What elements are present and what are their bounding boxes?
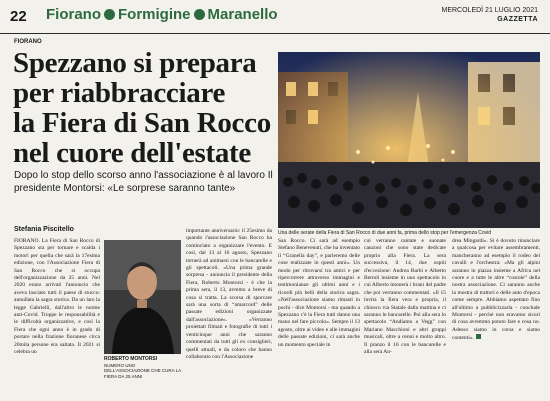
section-maranello: Maranello: [207, 6, 278, 23]
page-header: [0, 0, 550, 34]
article-text: [452, 238, 540, 343]
end-mark-icon: [476, 334, 481, 339]
page-number: 22: [10, 8, 27, 25]
fair-photo: [278, 52, 540, 228]
section-formigine: Formigine: [118, 6, 191, 23]
subhead: Dopo lo stop dello scorso anno l'associazione è al lavoro Il presidente Montorsi: «Le sorprese saranno tante»: [14, 170, 273, 194]
issue-date: MERCOLEDÌ 21 LUGLIO 2021: [441, 7, 538, 14]
portrait-role: NUMERO UNO DELL'ASSOCIAZIONE CHE CURA LA FIERA DA 25 ANNI: [104, 362, 181, 379]
portrait-caption: [104, 357, 182, 379]
article-text: cui verranno cantate e suonate canzoni che sono state dedicate proprio alla Fiera. La sera successiva, il 14, due ospiti d'eccezione: Andrea Barbi e Alberto Bertoli insieme in uno spettacolo in cui Alberto intonerà i brani del padre che poi verranno commentati. «Il 15 invita la fiera vera e propria, il chiosco via Statale dalla mattina e ci saranno le bancarelle. Poi alla sera lo spettacolo “Andiamo a Vegg” con Mariano Macchioni e altri gruppi musicali, oltre a cenni e molto altro. Il pranzo il 16 con le bancarelle e alla sera An-: [364, 238, 446, 356]
dot-icon: [104, 9, 115, 20]
article-column: [14, 238, 100, 357]
paper-name: GAZZETTA: [497, 16, 538, 23]
dot-icon: [194, 9, 205, 20]
headline-line: nel cuore dell'estate: [13, 137, 251, 169]
headline-line: Spezzano si prepara: [13, 47, 257, 79]
article-text-end: drea Mingardi». Si è dovuto rinunciare a qualcosa per evitare assembramenti, mancheranno ad esempio il rodeo del cavalli e l'orchestra: «Ma gli alpini saranno in piazza insieme a Africa nel cuore e a tutte le altre “costole” della nostra associazione. Ci saranno anche la mostra di trattori e delle auto d'epoca come sempre. Abbiamo aspettato fino all'ultimo a pubblicizzarla - conclude Montorsi - perché non eravamo sicuri di cosa avremmo potuto fare e cosa no. Adesso siamo in corsa e siamo contenti».: [452, 238, 540, 342]
article-column: [452, 238, 540, 343]
dateline: [442, 6, 539, 24]
article-column: [364, 238, 446, 357]
article-text: importante anniversario: il 25esimo da quando l'associazione San Rocco ha cominciato a organizzare l'evento. E così, dal 13 al 16 agosto, Spezzano tornerà ad animarsi con le bancarelle e gli spettacoli. «Una prima grande sorpresa - annuncia il presidente della Fiera, Roberto Montorsi - è che la prima sera, il 13, avremo a breve di cosa si tratta. La scorsa di sporcare sarà una sorta di “amarcord” delle passate edizioni organizzate dall'associazione». «Verranno proiettati filmati e fotografie di tutti i venticinque anni che saranno commentati da tutti gli ex consiglieri, quelli attuali, e da coloro che hanno collaborato con l'Associazione: [186, 228, 272, 360]
article-text: San Rocco. Ci sarà ad esempio Stefano Benevenuti, che ha inventato il “Granella day”, e parleremo delle cose realizzate in questi anni». Un modo per ritrovarsi tra amici e per ripercorrere attraverso immagini e testimonianze gli ultimi anni e i ricordi più belli della storica sagra. «Nell'associazione siamo rimasti in pochi - dice Montorsi - ma quando a Spezzano c'è la Fiera tutti danno una mano nel fare piccolo». Sempre il 13 agosto, oltre ai video e alle immagini delle passate edizioni, ci sarà anche un momento speciale in: [278, 238, 361, 348]
article-text: FIORANO. La Fiera di San Rocco di Spezzano sta per tornare e scalda i motori per quella che sarà la 17esima edizione, con l'Associazione Fiera di San Rocco che si occupa dell'organizzazione da 25 anni. Nel 2020 erano arrivati l'annuncio che aveva lasciato tutti il paese di stucco: annullata la sagra storica. Da un lato la legge Gabrielli, dall'altro le norme anti-Covid. Troppe le responsabilità e le difficoltà organizzative, e così la Fiera che ogni anno è in grado di portare nella frazione fioranese circa 20mila persone era saltata. Il 2021 si celebra un: [14, 238, 100, 356]
byline: Stefania Piscitello: [14, 226, 74, 233]
headline-line: la Fiera di San Rocco: [13, 107, 271, 139]
section-fiorano: Fiorano: [46, 6, 101, 23]
photo-caption: Una delle serate della Fiera di San Rocco di due anni fa, prima dello stop per l'emergenza Covid: [278, 230, 492, 236]
article-column: [278, 238, 360, 349]
kicker: FIORANO: [14, 39, 42, 45]
portrait-name: ROBERTO MONTORSI: [104, 356, 158, 362]
portrait-photo: [104, 240, 181, 354]
headline: [13, 48, 275, 168]
headline-line: per riabbracciare: [13, 77, 226, 109]
article-column: [186, 228, 272, 361]
section-title: [46, 6, 278, 23]
